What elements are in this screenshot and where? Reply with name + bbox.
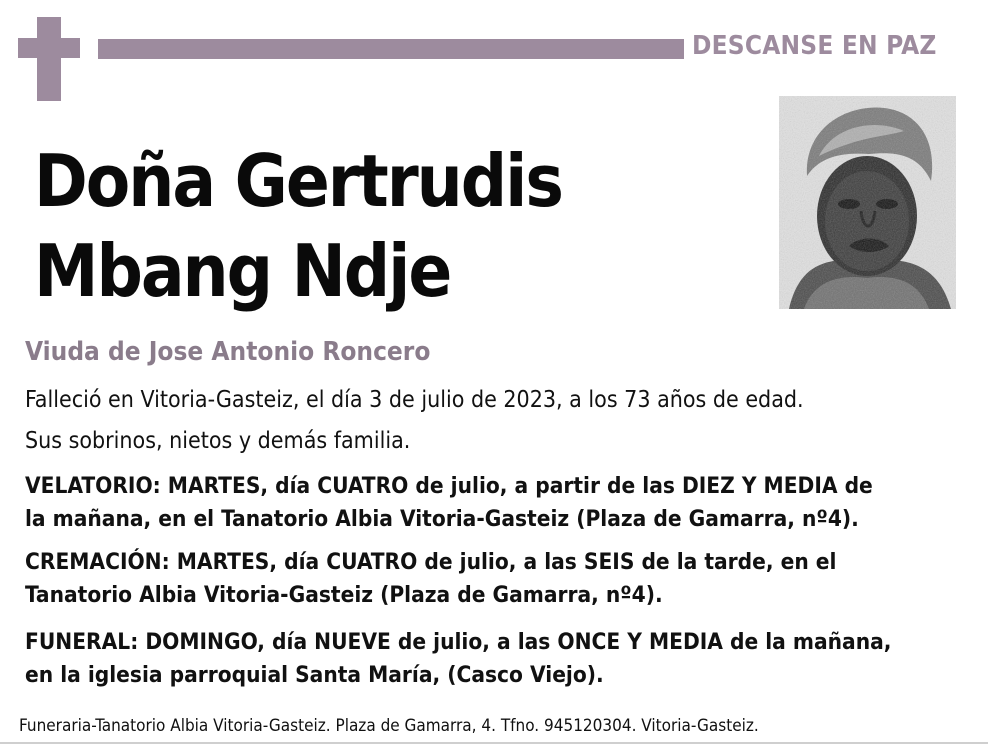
cremacion-line2: Tanatorio Albia Vitoria-Gasteiz (Plaza de Gamarra, nº4). (25, 582, 663, 608)
cross-icon-vertical (37, 17, 61, 101)
footer-text: Funeraria-Tanatorio Albia Vitoria-Gasteiz. Plaza de Gamarra, 4. Tfno. 945120304. Vitoria-Gasteiz. (19, 716, 759, 736)
deceased-name-line1: Doña Gertrudis (34, 139, 562, 223)
velatorio-paragraph (25, 470, 975, 536)
deceased-name-line2: Mbang Ndje (34, 229, 451, 313)
cremacion-paragraph (25, 546, 975, 612)
portrait-photo-image (779, 96, 956, 309)
footer-rule (0, 742, 988, 744)
velatorio-line2: la mañana, en el Tanatorio Albia Vitoria-Gasteiz (Plaza de Gamarra, nº4). (25, 506, 859, 532)
velatorio-line1: VELATORIO: MARTES, día CUATRO de julio, a partir de las DIEZ Y MEDIA de (25, 473, 873, 499)
family-line: Sus sobrinos, nietos y demás familia. (25, 428, 411, 454)
funeral-line2: en la iglesia parroquial Santa María, (Casco Viejo). (25, 662, 604, 688)
funeral-line1: FUNERAL: DOMINGO, día NUEVE de julio, a las ONCE Y MEDIA de la mañana, (25, 629, 892, 655)
header-rule-bar (98, 39, 684, 59)
death-line: Falleció en Vitoria-Gasteiz, el día 3 de julio de 2023, a los 73 años de edad. (25, 387, 804, 413)
header-label: DESCANSE EN PAZ (692, 31, 937, 61)
portrait-photo (779, 96, 956, 309)
cremacion-line1: CREMACIÓN: MARTES, día CUATRO de julio, a las SEIS de la tarde, en el (25, 549, 837, 575)
cross-icon (18, 38, 80, 58)
deceased-name (34, 136, 754, 316)
funeral-paragraph (25, 626, 975, 692)
widow-line: Viuda de Jose Antonio Roncero (25, 337, 431, 367)
